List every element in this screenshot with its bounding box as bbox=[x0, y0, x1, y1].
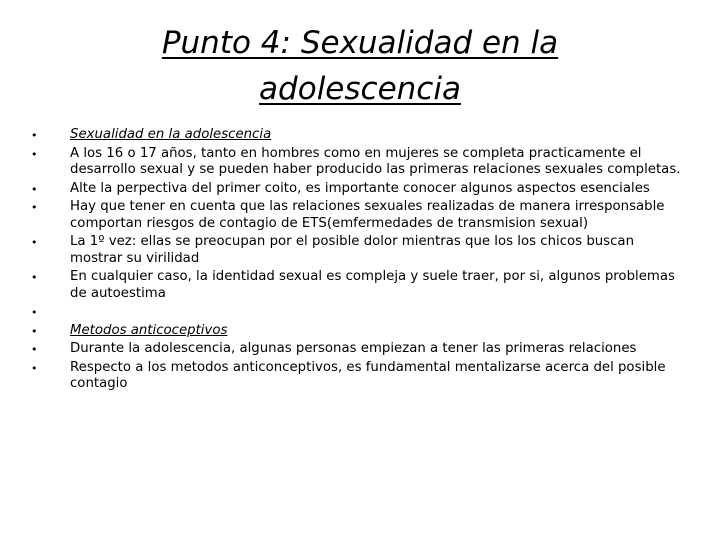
bullet-text: En cualquier caso, la identidad sexual es compleja y suele traer, por si, algunos problemas de autoestima bbox=[70, 269, 675, 301]
bullet-dot-icon: • bbox=[31, 147, 38, 161]
bullet-dot-icon: • bbox=[31, 361, 38, 375]
bullet-dot-icon: • bbox=[31, 343, 38, 357]
bullet-item bbox=[0, 127, 720, 143]
bullet-text: La 1º vez: ellas se preocupan por el posible dolor mientras que los los chicos buscan mostrar su virilidad bbox=[70, 234, 634, 266]
bullet-item bbox=[0, 269, 720, 302]
bullet-item bbox=[0, 341, 720, 357]
bullet-item bbox=[0, 234, 720, 267]
bullet-item bbox=[0, 323, 720, 339]
bullet-dot-icon: • bbox=[31, 201, 38, 215]
bullet-dot-icon: • bbox=[31, 182, 38, 196]
bullet-item-empty bbox=[0, 304, 720, 320]
bullet-dot-icon: • bbox=[31, 271, 38, 285]
bullet-item bbox=[0, 146, 720, 179]
section-heading: Sexualidad en la adolescencia bbox=[70, 127, 272, 142]
bullet-dot-icon: • bbox=[31, 306, 38, 320]
bullet-dot-icon: • bbox=[31, 129, 38, 142]
section-heading: Metodos anticoceptivos bbox=[70, 322, 228, 338]
bullet-text: Hay que tener en cuenta que las relaciones sexuales realizadas de manera irresponsable comportan riesgos de contagio de ETS(emfermedades de transmision sexual) bbox=[70, 199, 665, 231]
bullet-dot-icon: • bbox=[31, 324, 38, 338]
bullet-item bbox=[0, 181, 720, 197]
bullet-item bbox=[0, 360, 720, 393]
slide-title: Punto 4: Sexualidad en la adolescencia bbox=[161, 25, 559, 107]
bullet-text: A los 16 o 17 años, tanto en hombres como en mujeres se completa practicamente el desarrollo sexual y se pueden haber producido las primeras relaciones sexuales completas. bbox=[70, 145, 681, 177]
bullet-item bbox=[0, 199, 720, 232]
bullet-dot-icon: • bbox=[31, 236, 38, 250]
bullet-text: Alte la perpectiva del primer coito, es importante conocer algunos aspectos esenciales bbox=[70, 180, 650, 196]
bullet-text: Durante la adolescencia, algunas personas empiezan a tener las primeras relaciones bbox=[70, 341, 637, 357]
bullet-list bbox=[0, 127, 720, 395]
bullet-text: Respecto a los metodos anticonceptivos, es fundamental mentalizarse acerca del posible contagio bbox=[70, 359, 666, 392]
